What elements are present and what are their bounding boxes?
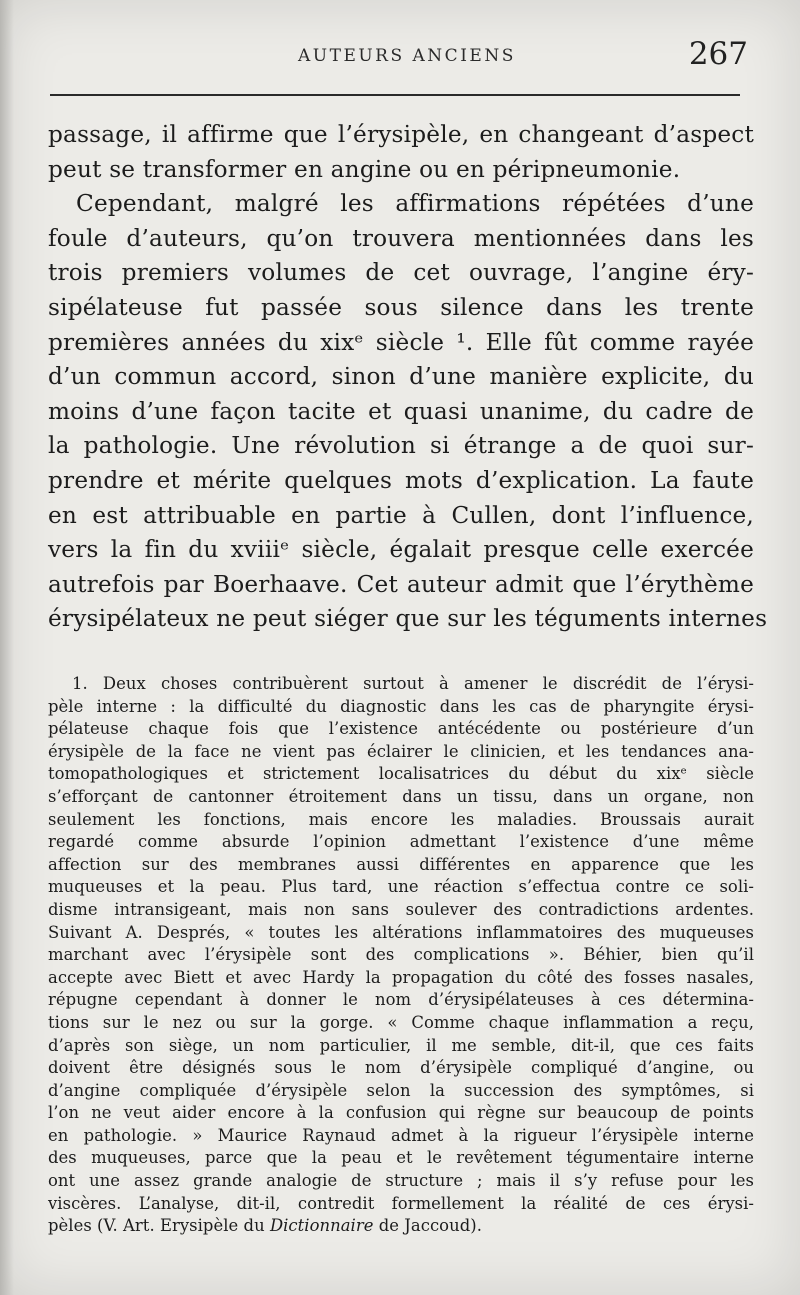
footnote-line: en pathologie. » Maurice Raynaud admet à la rigueur l’érysipèle interne bbox=[48, 1125, 754, 1145]
footnote-line: des muqueuses, parce que la peau et le revêtement tégumentaire interne bbox=[48, 1148, 754, 1168]
text-line: passage, il affirme que l’érysipèle, en changeant d’aspect bbox=[48, 121, 754, 148]
text-line: Cependant, malgré les affirmations répétées d’une bbox=[76, 190, 754, 218]
footnote-line: d’après son siège, un nom particulier, il me semble, dit-il, que ces faits bbox=[48, 1035, 754, 1055]
footnote-line: répugne cependant à donner le nom d’érysipélateuses à ces détermina- bbox=[48, 990, 754, 1010]
footnote-line: affection sur des membranes aussi différentes en apparence que les bbox=[48, 854, 754, 874]
footnote-line: doivent être désignés sous le nom d’érysipèle compliqué d’angine, ou bbox=[48, 1058, 754, 1078]
text-line: la pathologie. Une révolution si étrange a de quoi sur- bbox=[48, 432, 754, 460]
text-line: moins d’une façon tacite et quasi unanime, du cadre de bbox=[48, 397, 754, 425]
footnote-line: pèle interne : la difficulté du diagnostic dans les cas de pharyngite érysi- bbox=[48, 696, 754, 716]
footnote-line: érysipèle de la face ne vient pas éclairer le clinicien, et les tendances ana- bbox=[48, 741, 754, 761]
footnote-line: s’efforçant de cantonner étroitement dans un tissu, dans un organe, non bbox=[48, 786, 754, 806]
page-number: 267 bbox=[688, 36, 748, 72]
footnote-line: seulement les fonctions, mais encore les maladies. Broussais aurait bbox=[48, 809, 754, 829]
text-line: autrefois par Boerhaave. Cet auteur admit que l’érythème bbox=[48, 570, 754, 598]
text-line: premières années du xixᵉ siècle ¹. Elle fût comme rayée bbox=[48, 328, 754, 356]
footnote-line: l’on ne veut aider encore à la confusion qui règne sur beaucoup de points bbox=[48, 1103, 754, 1123]
header-rule bbox=[50, 94, 740, 96]
text-line: d’un commun accord, sinon d’une manière explicite, du bbox=[48, 363, 754, 391]
text-line: érysipélateux ne peut siéger que sur les téguments internes bbox=[48, 605, 768, 633]
footnote-line: viscères. L’analyse, dit-il, contredit formellement la réalité de ces érysi- bbox=[48, 1193, 754, 1213]
footnote-line: accepte avec Biett et avec Hardy la propagation du côté des fosses nasales, bbox=[48, 967, 754, 987]
running-head: AUTEURS ANCIENS bbox=[298, 46, 516, 66]
footnote-line: Suivant A. Després, « toutes les altérations inflammatoires des muqueuses bbox=[48, 922, 754, 942]
footnote-line: marchant avec l’érysipèle sont des complications ». Béhier, bien qu’il bbox=[48, 945, 754, 965]
footnote-line: ont une assez grande analogie de structure ; mais il s’y refuse pour les bbox=[48, 1171, 754, 1191]
text-line: vers la fin du xviiiᵉ siècle, égalait presque celle exercée bbox=[48, 536, 754, 564]
footnote-line: disme intransigeant, mais non sans soulever des contradictions ardentes. bbox=[48, 899, 754, 919]
footnote-line-last bbox=[48, 1215, 754, 1238]
footnote-line: d’angine compliquée d’érysipèle selon la succession des symptômes, si bbox=[48, 1080, 754, 1100]
footnote-line: tomopathologiques et strictement localisatrices du début du xixᵉ siècle bbox=[48, 764, 754, 784]
text-line: peut se transformer en angine ou en péripneumonie. bbox=[48, 155, 681, 183]
footnote-line: 1. Deux choses contribuèrent surtout à amener le discrédit de l’érysi- bbox=[72, 674, 754, 693]
footnote-text: pèles (V. Art. Erysipèle du bbox=[48, 1216, 270, 1236]
text-line: en est attribuable en partie à Cullen, dont l’influence, bbox=[48, 501, 754, 529]
footnote-line: pélateuse chaque fois que l’existence antécédente ou postérieure d’un bbox=[48, 719, 754, 739]
text-line: prendre et mérite quelques mots d’explication. La faute bbox=[48, 466, 754, 494]
footnote-italic-title: Dictionnaire bbox=[269, 1216, 374, 1236]
page-header bbox=[50, 30, 748, 80]
text-line: trois premiers volumes de cet ouvrage, l’angine éry- bbox=[48, 259, 754, 287]
footnote-text: de Jaccoud). bbox=[373, 1216, 482, 1236]
footnote bbox=[48, 673, 754, 1238]
footnote-line: muqueuses et la peau. Plus tard, une réaction s’effectua contre ce soli- bbox=[48, 877, 754, 897]
footnote-line: regardé comme absurde l’opinion admettant l’existence d’une même bbox=[48, 832, 754, 852]
text-line: foule d’auteurs, qu’on trouvera mentionnées dans les bbox=[48, 224, 754, 252]
footnote-line: tions sur le nez ou sur la gorge. « Comme chaque inflammation a reçu, bbox=[48, 1012, 754, 1032]
text-line: sipélateuse fut passée sous silence dans les trente bbox=[48, 293, 754, 321]
main-text bbox=[48, 118, 768, 637]
